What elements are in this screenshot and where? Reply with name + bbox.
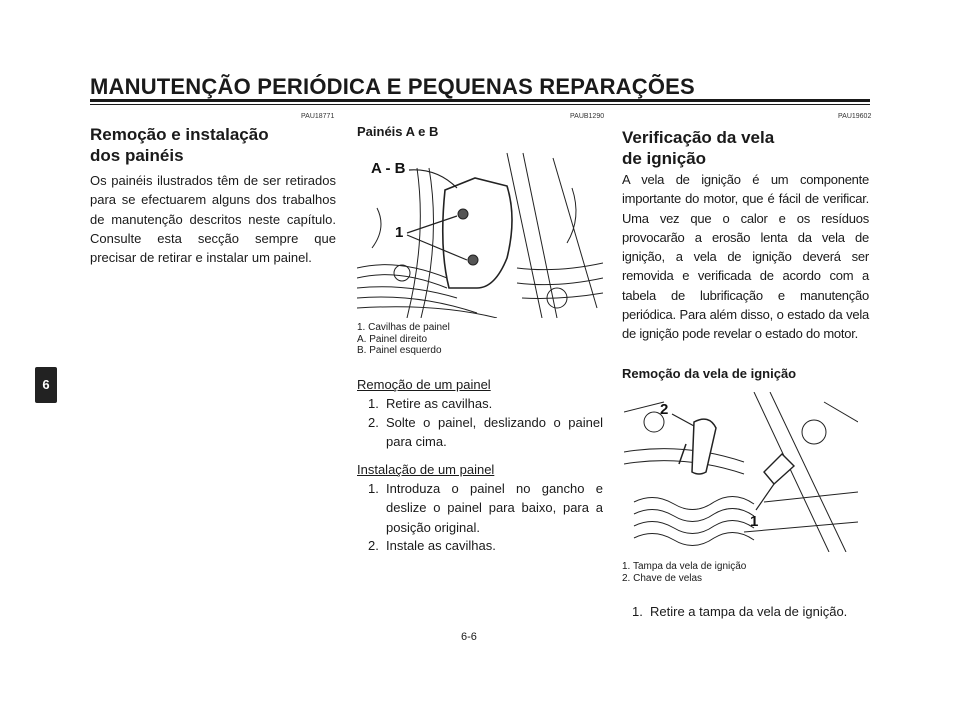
section-title-line2: de ignição [622, 149, 707, 168]
step-number: 1. [632, 604, 643, 619]
header-rule-thin [90, 104, 870, 105]
caption-line: B. Painel esquerdo [357, 345, 442, 356]
step-text: Solte o painel, deslizando o painel para cima. [386, 415, 603, 450]
step-text: Instale as cavilhas. [386, 538, 496, 553]
section-title [622, 127, 774, 169]
section-body: Os painéis ilustrados têm de ser retirados para se efectuarem alguns dos trabalhos de manutenção descritos neste capítulo. Consulte esta secção sempre que precisar de retirar e instalar um painel. [90, 173, 336, 266]
step-number: 1. [368, 481, 379, 496]
install-step [368, 536, 603, 555]
step-text: Introduza o painel no gancho e deslize o painel para baixo, para a posição original. [386, 481, 603, 535]
page-number: 6-6 [461, 631, 477, 643]
install-step [368, 479, 603, 537]
caption-line: A. Painel direito [357, 333, 428, 345]
removal-heading: Remoção de um painel [357, 377, 491, 392]
figure-label-1: 1 [750, 513, 759, 530]
subsection-title: Remoção da vela de ignição [622, 366, 797, 381]
step-number: 2. [368, 415, 379, 430]
figure-caption [622, 561, 746, 584]
step-text: Retire a tampa da vela de ignição. [650, 604, 848, 619]
page-header: MANUTENÇÃO PERIÓDICA E PEQUENAS REPARAÇÕES [90, 74, 695, 99]
section-title-line1: Remoção e instalação [90, 125, 269, 144]
step-number: 2. [368, 538, 379, 553]
figure-label-2: 2 [660, 401, 669, 418]
section-code: PAU19602 [838, 113, 872, 120]
section-code: PAUB1290 [570, 113, 605, 120]
figure-label-ab: A - B [371, 160, 406, 177]
removal-step [368, 413, 603, 452]
removal-step [368, 394, 603, 413]
caption-line: 2. Chave de velas [622, 572, 703, 584]
section-title: Painéis A e B [357, 124, 439, 139]
install-heading: Instalação de um painel [357, 462, 495, 477]
caption-line: 1. Tampa da vela de ignição [622, 561, 747, 572]
removal-step [632, 602, 869, 621]
spark-plug-illustration [624, 392, 858, 552]
section-body: A vela de ignição é um componente importante do motor, que é fácil de verificar. Uma vez que o calor e os resíduos provocarão a erosão lenta da vela de ignição, a vela de ignição deverá ser removida e verificada de acordo com a tabela de lubrificação e manutenção periódica. Para além disso, o estado da vela de ignição pode revelar o estado do motor. [622, 172, 869, 342]
caption-line: 1. Cavilhas de painel [357, 322, 450, 333]
figure-label-1: 1 [395, 224, 404, 241]
header-rule [90, 99, 870, 102]
section-title [90, 124, 269, 166]
section-title-line1: Verificação da vela [622, 128, 775, 147]
chapter-tab: 6 [35, 367, 57, 403]
panels-illustration [357, 148, 603, 318]
section-code: PAU18771 [301, 113, 335, 120]
section-title-line2: dos painéis [90, 146, 184, 165]
figure-caption [357, 322, 450, 357]
step-number: 1. [368, 396, 379, 411]
step-text: Retire as cavilhas. [386, 396, 493, 411]
